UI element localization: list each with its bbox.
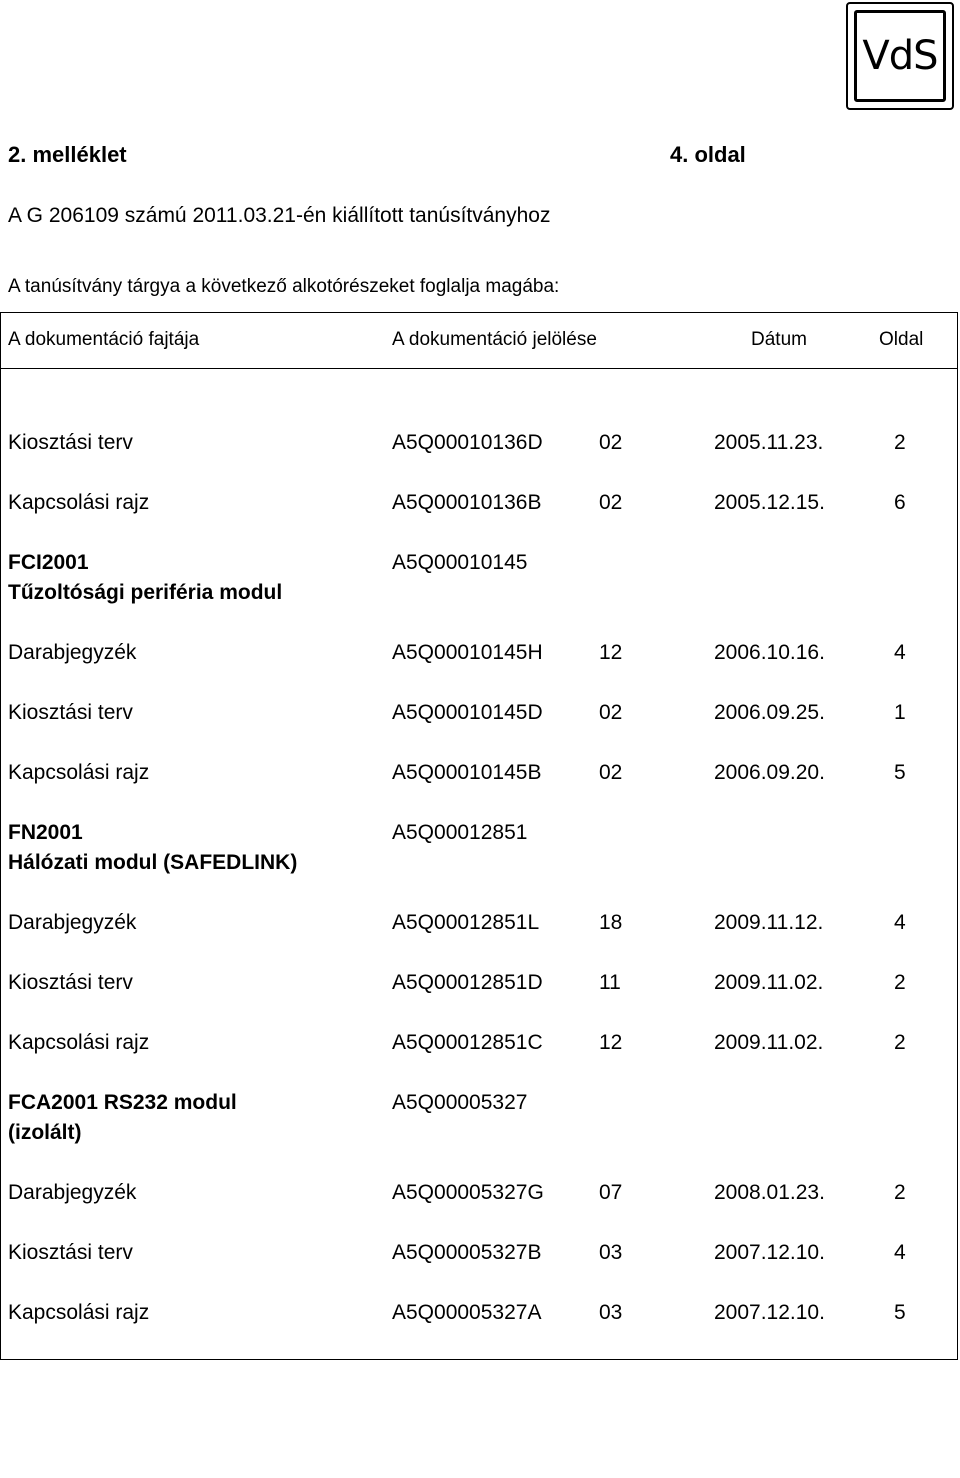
doc-pages: 6	[894, 491, 906, 514]
annex-label: 2. melléklet	[8, 142, 127, 167]
doc-pages: 2	[894, 971, 906, 994]
component-name: FCI2001	[8, 551, 89, 574]
vds-logo-text: VdS	[854, 10, 946, 102]
doc-designation: A5Q00012851C	[392, 1031, 543, 1054]
doc-designation: A5Q00010145H	[392, 641, 543, 664]
table-header-row	[1, 313, 957, 369]
doc-version: 07	[599, 1181, 623, 1204]
doc-type: Kiosztási terv	[8, 1241, 133, 1264]
header-page: Oldal	[879, 329, 924, 350]
doc-version: 02	[599, 491, 623, 514]
doc-date: 2006.09.25.	[714, 701, 825, 724]
certificate-line: A G 206109 számú 2011.03.21-én kiállított tanúsítványhoz	[8, 204, 551, 227]
header-date: Dátum	[751, 329, 807, 350]
vds-logo	[846, 2, 954, 110]
doc-type: Kapcsolási rajz	[8, 491, 150, 514]
doc-pages: 4	[894, 641, 906, 664]
header-doc-type: A dokumentáció fajtája	[8, 329, 200, 350]
doc-designation: A5Q00005327G	[392, 1181, 544, 1204]
subject-line: A tanúsítvány tárgya a következő alkotórészeket foglalja magába:	[8, 276, 560, 297]
doc-type: Kiosztási terv	[8, 971, 133, 994]
doc-type: Darabjegyzék	[8, 1181, 137, 1204]
component-designation: A5Q00010145	[392, 551, 528, 574]
doc-date: 2006.09.20.	[714, 761, 825, 784]
component-name: FCA2001 RS232 modul	[8, 1091, 237, 1114]
doc-date: 2007.12.10.	[714, 1301, 825, 1324]
component-designation: A5Q00012851	[392, 821, 528, 844]
doc-pages: 2	[894, 1181, 906, 1204]
doc-designation: A5Q00010145D	[392, 701, 543, 724]
doc-pages: 5	[894, 761, 906, 784]
doc-date: 2008.01.23.	[714, 1181, 825, 1204]
doc-pages: 1	[894, 701, 906, 724]
component-name: FN2001	[8, 821, 83, 844]
page-number: 4. oldal	[670, 142, 746, 167]
doc-date: 2009.11.12.	[714, 911, 824, 934]
doc-type: Kapcsolási rajz	[8, 1301, 150, 1324]
documentation-table	[0, 312, 958, 1360]
doc-version: 02	[599, 431, 623, 454]
doc-version: 12	[599, 641, 623, 664]
component-description: Tűzoltósági periféria modul	[8, 581, 283, 604]
header-doc-designation: A dokumentáció jelölése	[392, 329, 597, 350]
doc-type: Darabjegyzék	[8, 641, 137, 664]
doc-version: 11	[599, 971, 621, 994]
doc-date: 2005.12.15.	[714, 491, 825, 514]
doc-type: Kiosztási terv	[8, 431, 133, 454]
doc-date: 2007.12.10.	[714, 1241, 825, 1264]
doc-pages: 2	[894, 431, 906, 454]
doc-type: Kapcsolási rajz	[8, 1031, 150, 1054]
doc-designation: A5Q00012851L	[392, 911, 540, 934]
doc-date: 2009.11.02.	[714, 1031, 824, 1054]
doc-designation: A5Q00005327B	[392, 1241, 542, 1264]
doc-designation: A5Q00005327A	[392, 1301, 542, 1324]
doc-version: 18	[599, 911, 623, 934]
doc-version: 02	[599, 701, 623, 724]
doc-type: Kiosztási terv	[8, 701, 133, 724]
doc-designation: A5Q00010136B	[392, 491, 542, 514]
doc-type: Darabjegyzék	[8, 911, 137, 934]
doc-pages: 4	[894, 1241, 906, 1264]
component-designation: A5Q00005327	[392, 1091, 528, 1114]
doc-designation: A5Q00012851D	[392, 971, 543, 994]
doc-date: 2009.11.02.	[714, 971, 824, 994]
doc-version: 03	[599, 1301, 623, 1324]
doc-pages: 5	[894, 1301, 906, 1324]
doc-date: 2006.10.16.	[714, 641, 825, 664]
doc-date: 2005.11.23.	[714, 431, 824, 454]
doc-designation: A5Q00010145B	[392, 761, 542, 784]
doc-version: 12	[599, 1031, 623, 1054]
doc-version: 02	[599, 761, 623, 784]
doc-type: Kapcsolási rajz	[8, 761, 150, 784]
component-description: Hálózati modul (SAFEDLINK)	[8, 851, 298, 874]
doc-designation: A5Q00010136D	[392, 431, 543, 454]
doc-version: 03	[599, 1241, 623, 1264]
component-description: (izolált)	[8, 1121, 82, 1144]
doc-pages: 2	[894, 1031, 906, 1054]
doc-pages: 4	[894, 911, 906, 934]
